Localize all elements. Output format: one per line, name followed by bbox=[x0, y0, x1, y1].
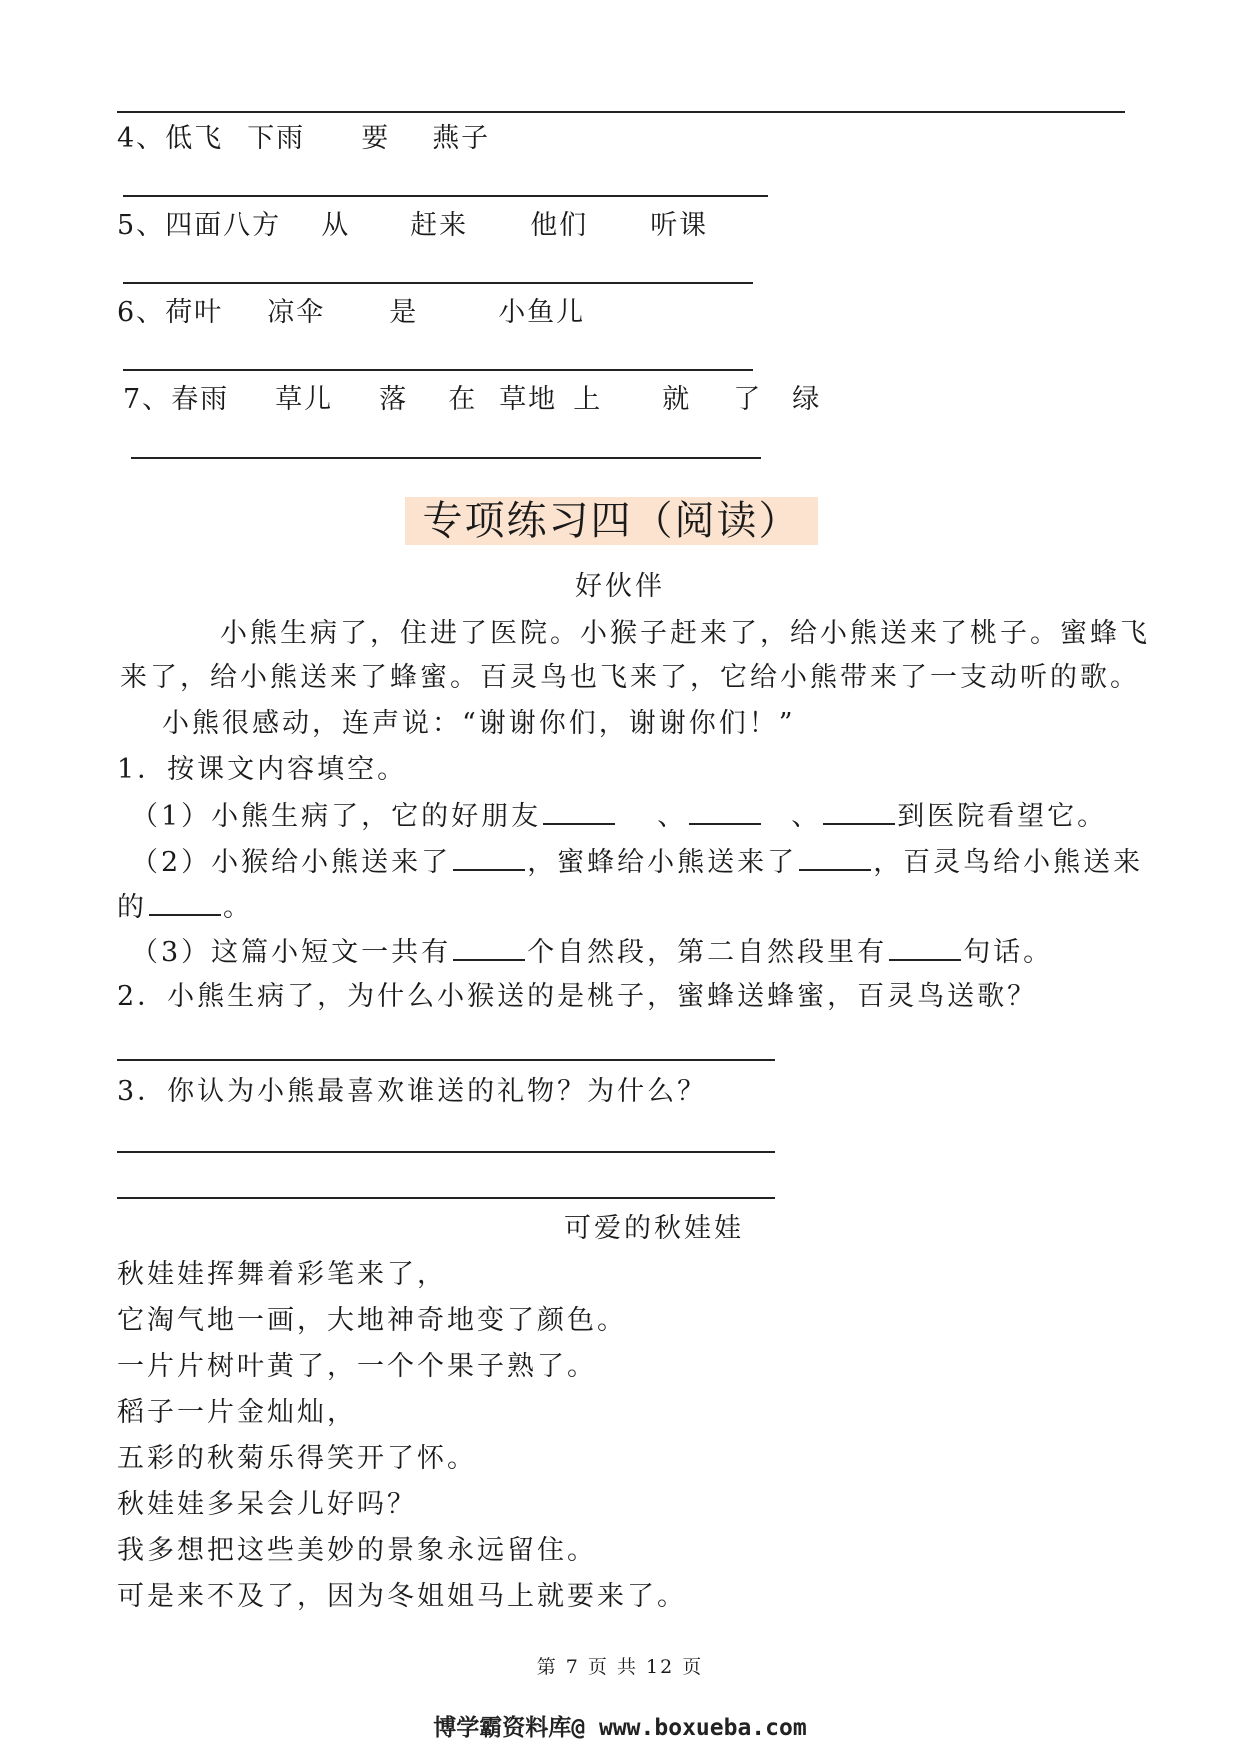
page-number: 第 7 页 共 12 页 bbox=[536, 1656, 704, 1678]
passage-line: 小熊生病了，住进了医院。小猴子赶来了，给小熊送来了桃子。蜜蜂飞 bbox=[220, 618, 1150, 649]
word: 下雨 bbox=[247, 123, 306, 154]
question-text: （1）小熊生病了，它的好朋友 bbox=[131, 801, 542, 832]
passage-line: 小熊很感动，连声说：“谢谢你们，谢谢你们！” bbox=[162, 708, 796, 739]
question-text: 、 bbox=[657, 801, 688, 832]
answer-line bbox=[117, 1197, 775, 1199]
question-text: 的 bbox=[117, 892, 147, 923]
fill-blank[interactable] bbox=[149, 888, 221, 916]
word: 是 bbox=[389, 297, 419, 328]
word: 落 bbox=[379, 384, 409, 415]
question-text: 、 bbox=[791, 801, 822, 832]
word: 听课 bbox=[650, 210, 709, 241]
watermark: 博学霸资料库@ www.boxueba.com bbox=[433, 1715, 807, 1741]
question-3: 3．你认为小熊最喜欢谁送的礼物？为什么？ bbox=[117, 1076, 708, 1107]
question-text: （2）小猴给小熊送来了 bbox=[131, 847, 452, 878]
exercise-q6 bbox=[117, 295, 585, 331]
answer-line bbox=[123, 369, 753, 371]
poem-line: 秋娃娃挥舞着彩笔来了， bbox=[117, 1259, 447, 1290]
answer-line bbox=[117, 111, 1125, 113]
q-number: 6、 bbox=[117, 297, 166, 328]
passage-line: 来了，给小熊送来了蜂蜜。百灵鸟也飞来了，它给小熊带来了一支动听的歌。 bbox=[120, 662, 1140, 693]
word: 就 bbox=[662, 384, 692, 415]
poem-line: 秋娃娃多呆会儿好吗？ bbox=[117, 1489, 417, 1520]
word: 草地 bbox=[499, 384, 558, 415]
word: 要 bbox=[361, 123, 391, 154]
poem-line: 一片片树叶黄了，一个个果子熟了。 bbox=[117, 1351, 597, 1382]
word: 绿 bbox=[792, 384, 822, 415]
fill-blank[interactable] bbox=[689, 797, 761, 825]
exercise-q5 bbox=[117, 208, 708, 244]
question-1-2-cont bbox=[117, 888, 253, 926]
question-1: 1．按课文内容填空。 bbox=[117, 754, 408, 785]
word: 了 bbox=[733, 384, 763, 415]
poem-line: 稻子一片金灿灿， bbox=[117, 1397, 357, 1428]
passage-title: 好伙伴 bbox=[575, 571, 665, 602]
word: 在 bbox=[448, 384, 478, 415]
q-number: 4、 bbox=[117, 123, 166, 154]
fill-blank[interactable] bbox=[799, 843, 871, 871]
word: 草儿 bbox=[275, 384, 334, 415]
question-2: 2．小熊生病了，为什么小猴送的是桃子，蜜蜂送蜂蜜，百灵鸟送歌？ bbox=[117, 981, 1038, 1012]
exercise-q4 bbox=[117, 121, 490, 157]
question-1-2 bbox=[131, 843, 1143, 881]
answer-line bbox=[117, 1059, 775, 1061]
question-1-3 bbox=[131, 933, 1053, 971]
word: 赶来 bbox=[410, 210, 469, 241]
word: 凉伞 bbox=[267, 297, 326, 328]
question-text: ，蜜蜂给小熊送来了 bbox=[527, 847, 798, 878]
question-text: 句话。 bbox=[963, 937, 1054, 968]
answer-line bbox=[117, 1151, 775, 1153]
question-1-1 bbox=[131, 797, 1107, 835]
fill-blank[interactable] bbox=[823, 797, 895, 825]
answer-line bbox=[131, 457, 761, 459]
fill-blank[interactable] bbox=[453, 843, 525, 871]
word: 他们 bbox=[530, 210, 589, 241]
passage-title: 可爱的秋娃娃 bbox=[564, 1213, 744, 1244]
word: 四面八方 bbox=[165, 210, 282, 241]
word: 从 bbox=[321, 210, 351, 241]
poem-line: 可是来不及了，因为冬姐姐马上就要来了。 bbox=[117, 1581, 687, 1612]
poem-line: 它淘气地一画，大地神奇地变了颜色。 bbox=[117, 1305, 627, 1336]
question-text: 到医院看望它。 bbox=[897, 801, 1108, 832]
question-text: ，百灵鸟给小熊送来 bbox=[873, 847, 1144, 878]
question-text: 。 bbox=[223, 892, 253, 923]
word: 小鱼儿 bbox=[498, 297, 586, 328]
question-text: （3）这篇小短文一共有 bbox=[131, 937, 452, 968]
q-number: 5、 bbox=[117, 210, 166, 241]
fill-blank[interactable] bbox=[453, 933, 525, 961]
exercise-q7 bbox=[123, 382, 821, 418]
poem-line: 五彩的秋菊乐得笑开了怀。 bbox=[117, 1443, 477, 1474]
section-title: 专项练习四（阅读） bbox=[405, 497, 818, 545]
question-text: 个自然段，第二自然段里有 bbox=[527, 937, 888, 968]
word: 上 bbox=[573, 384, 603, 415]
q-number: 7、 bbox=[123, 384, 172, 415]
word: 燕子 bbox=[432, 123, 491, 154]
word: 春雨 bbox=[171, 384, 230, 415]
answer-line bbox=[123, 282, 753, 284]
poem-line: 我多想把这些美妙的景象永远留住。 bbox=[117, 1535, 597, 1566]
word: 荷叶 bbox=[165, 297, 224, 328]
fill-blank[interactable] bbox=[889, 933, 961, 961]
word: 低飞 bbox=[165, 123, 224, 154]
fill-blank[interactable] bbox=[543, 797, 615, 825]
answer-line bbox=[123, 195, 768, 197]
